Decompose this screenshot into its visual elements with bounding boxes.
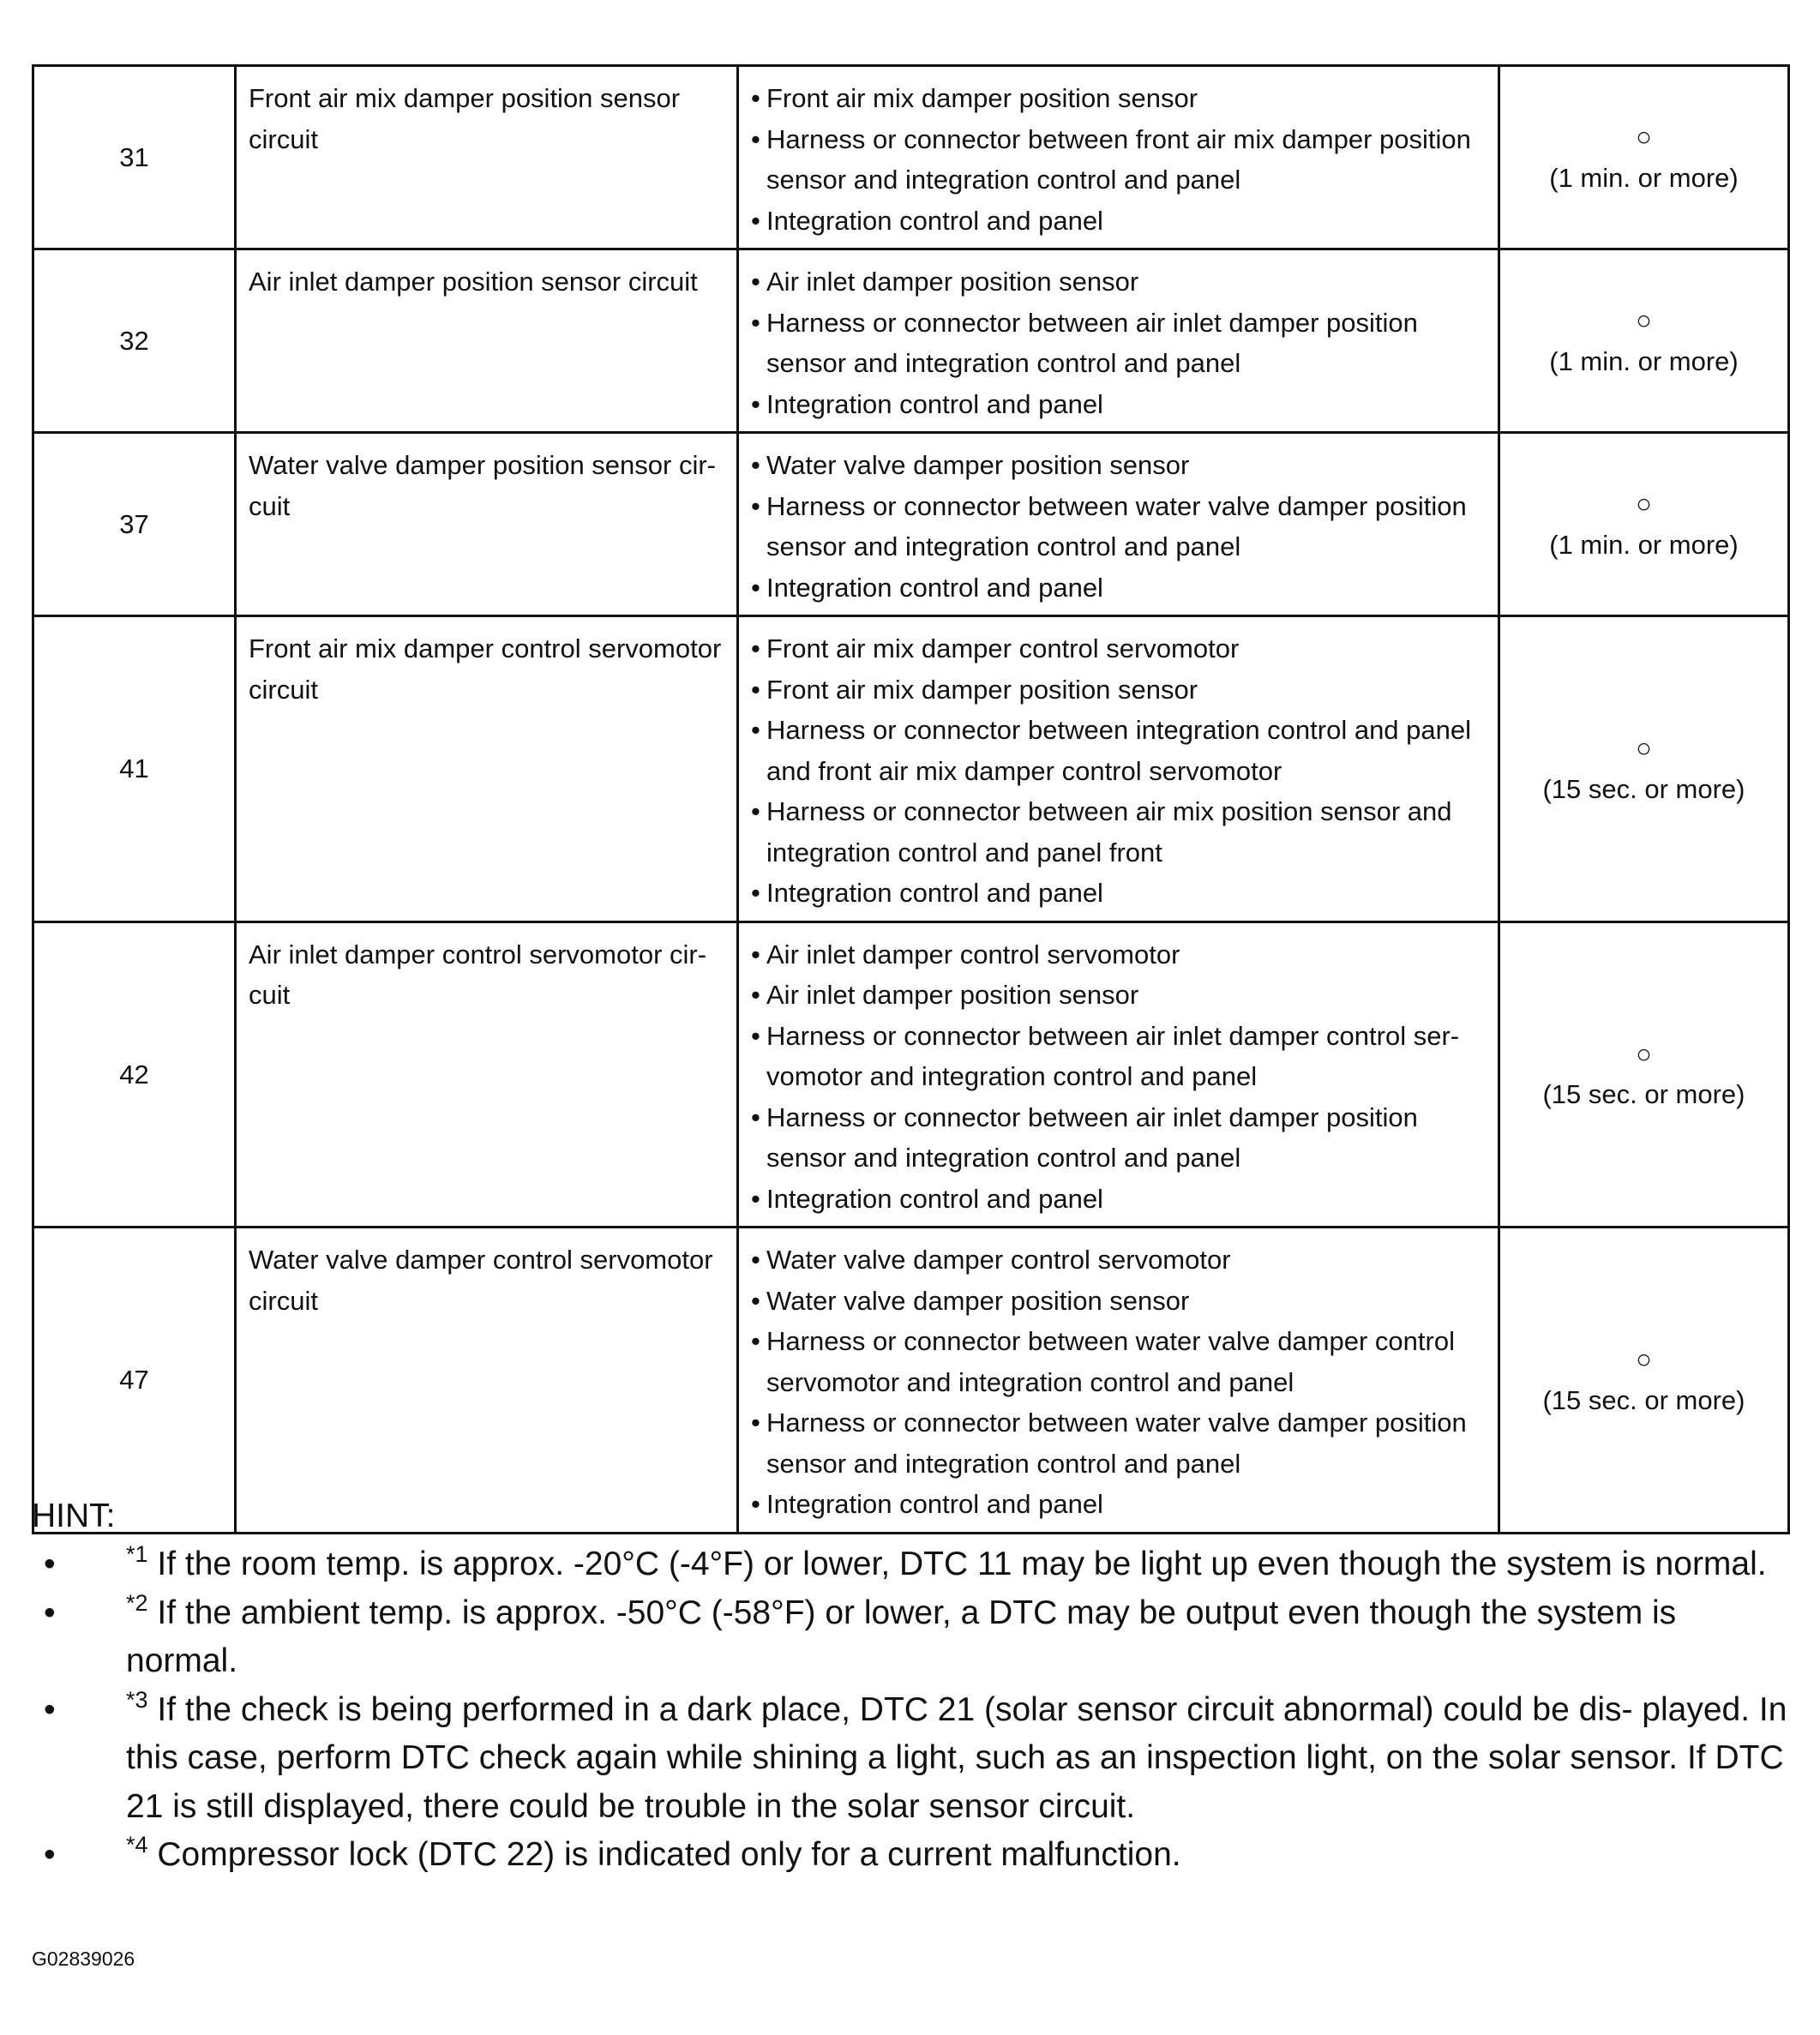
bullet-icon: • <box>751 1245 760 1275</box>
list-item <box>751 1321 1491 1402</box>
detection-item: Water valve damper control servomotor circuit <box>249 1245 713 1316</box>
table-row <box>33 1228 1789 1534</box>
hint-list <box>32 1540 1787 1880</box>
hint-text: Compressor lock (DTC 22) is indicated only for a current malfunction. <box>147 1836 1181 1873</box>
bullet-icon: • <box>751 572 760 603</box>
hint-item <box>32 1686 1787 1832</box>
list-item <box>751 303 1491 384</box>
hint-text: If the check is being performed in a dark place, DTC 21 (solar sensor circuit abnormal) could be dis- played. In this case, perform DTC check again while shining a light, such as an inspection light, on the solar sensor. If DTC 21 is still displayed, there could be trouble in the solar sensor circuit. <box>126 1690 1787 1825</box>
bullet-icon: • <box>751 1489 760 1519</box>
memory-cell <box>1499 66 1789 249</box>
trouble-area: Water valve damper control servomotor <box>766 1245 1231 1275</box>
memory-circle-icon: ○ <box>1636 733 1652 764</box>
memory-cell <box>1499 1228 1789 1534</box>
trouble-area-list <box>739 67 1498 248</box>
bullet-icon: • <box>751 1020 760 1051</box>
trouble-area-list <box>739 923 1498 1227</box>
memory-note: (15 sec. or more) <box>1542 773 1745 804</box>
figure-id: G02839026 <box>32 1948 135 1970</box>
list-item <box>751 1484 1491 1525</box>
dtc-table <box>32 64 1790 1534</box>
list-item <box>751 78 1491 119</box>
trouble-area-list <box>739 1228 1498 1532</box>
bullet-icon: • <box>751 1285 760 1316</box>
bullet-icon: • <box>44 1690 56 1728</box>
list-item <box>751 975 1491 1016</box>
bullet-icon: • <box>751 633 760 663</box>
trouble-area-list <box>739 434 1498 615</box>
table-row <box>33 66 1789 249</box>
trouble-area: Front air mix damper control servomotor <box>766 633 1240 663</box>
hint-mark: *4 <box>126 1832 148 1858</box>
bullet-icon: • <box>751 307 760 338</box>
trouble-area: Harness or connector between water valve damper position sensor and integration control and panel <box>766 490 1467 561</box>
bullet-icon: • <box>44 1594 56 1631</box>
detection-item-cell <box>236 1228 738 1534</box>
memory-circle-icon: ○ <box>1636 1344 1652 1375</box>
dtc-code: 37 <box>33 433 236 616</box>
trouble-area: Front air mix damper position sensor <box>766 674 1198 705</box>
memory-cell <box>1499 433 1789 616</box>
memory-cell <box>1499 249 1789 433</box>
trouble-area: Harness or connector between integration control and panel and front air mix damper control servomotor <box>766 715 1472 786</box>
table-row <box>33 616 1789 922</box>
memory-note: (1 min. or more) <box>1549 162 1739 193</box>
trouble-area: Air inlet damper position sensor <box>766 267 1139 297</box>
bullet-icon: • <box>751 939 760 969</box>
bullet-icon: • <box>751 388 760 419</box>
hint-item <box>32 1589 1787 1686</box>
memory-cell <box>1499 921 1789 1228</box>
bullet-icon: • <box>751 123 760 154</box>
hint-item <box>32 1831 1787 1880</box>
detection-item-cell <box>236 921 738 1228</box>
memory-note: (1 min. or more) <box>1549 529 1739 560</box>
detection-item-cell <box>236 66 738 249</box>
table-row <box>33 921 1789 1228</box>
hint-item <box>32 1540 1787 1589</box>
trouble-area: Harness or connector between water valve damper control servomotor and integration control and panel <box>766 1326 1455 1397</box>
bullet-icon: • <box>751 674 760 705</box>
bullet-icon: • <box>751 267 760 297</box>
table-row <box>33 433 1789 616</box>
list-item <box>751 119 1491 201</box>
list-item <box>751 873 1491 914</box>
hint-title: HINT: <box>32 1498 116 1534</box>
trouble-area: Harness or connector between air inlet damper control ser- vomotor and integration control and panel <box>766 1020 1460 1091</box>
detection-item-cell <box>236 433 738 616</box>
detection-item: Water valve damper position sensor cir- cuit <box>249 450 716 521</box>
list-item <box>751 1016 1491 1097</box>
list-item <box>751 791 1491 873</box>
detection-item: Front air mix damper control servomotor circuit <box>249 633 722 705</box>
dtc-table-body <box>33 66 1789 1534</box>
trouble-area: Harness or connector between air mix position sensor and integration control and panel front <box>766 796 1452 867</box>
trouble-area-list <box>739 250 1498 431</box>
list-item <box>751 1240 1491 1281</box>
hint-mark: *1 <box>126 1541 148 1567</box>
bullet-icon: • <box>751 715 760 745</box>
list-item <box>751 567 1491 609</box>
hint-text: If the ambient temp. is approx. -50°C (-58°F) or lower, a DTC may be output even though the system is normal. <box>126 1594 1677 1679</box>
trouble-area: Integration control and panel <box>766 572 1103 603</box>
trouble-area: Integration control and panel <box>766 1489 1103 1519</box>
trouble-area: Integration control and panel <box>766 1183 1103 1214</box>
trouble-area-cell <box>738 66 1499 249</box>
dtc-code: 47 <box>33 1228 236 1534</box>
bullet-icon: • <box>751 1102 760 1132</box>
trouble-area: Harness or connector between air inlet damper position sensor and integration control and panel <box>766 307 1418 378</box>
trouble-area-cell <box>738 1228 1499 1534</box>
trouble-area: Air inlet damper position sensor <box>766 980 1139 1010</box>
bullet-icon: • <box>751 980 760 1010</box>
trouble-area-cell <box>738 921 1499 1228</box>
dtc-code: 42 <box>33 921 236 1228</box>
trouble-area: Air inlet damper control servomotor <box>766 939 1180 969</box>
memory-circle-icon: ○ <box>1636 1038 1652 1069</box>
list-item <box>751 384 1491 425</box>
list-item <box>751 1281 1491 1322</box>
memory-circle-icon: ○ <box>1636 305 1652 335</box>
dtc-code: 41 <box>33 616 236 922</box>
list-item <box>751 1097 1491 1179</box>
dtc-code: 31 <box>33 66 236 249</box>
trouble-area-cell <box>738 433 1499 616</box>
trouble-area: Harness or connector between air inlet damper position sensor and integration control and panel <box>766 1102 1418 1173</box>
bullet-icon: • <box>44 1546 56 1582</box>
trouble-area-list <box>739 617 1498 921</box>
bullet-icon: • <box>751 1326 760 1356</box>
hint-mark: *2 <box>126 1589 148 1616</box>
trouble-area: Harness or connector between water valve damper position sensor and integration control and panel <box>766 1408 1467 1479</box>
dtc-code: 32 <box>33 249 236 433</box>
bullet-icon: • <box>751 205 760 236</box>
trouble-area: Integration control and panel <box>766 388 1103 419</box>
trouble-area: Integration control and panel <box>766 205 1103 236</box>
hint-text: If the room temp. is approx. -20°C (-4°F) or lower, DTC 11 may be light up even though the system is normal. <box>147 1546 1767 1582</box>
bullet-icon: • <box>751 490 760 521</box>
trouble-area: Front air mix damper position sensor <box>766 83 1198 113</box>
bullet-icon: • <box>751 1183 760 1214</box>
list-item <box>751 710 1491 791</box>
detection-item: Front air mix damper position sensor circuit <box>249 83 681 154</box>
detection-item-cell <box>236 616 738 922</box>
trouble-area-cell <box>738 249 1499 433</box>
memory-note: (15 sec. or more) <box>1542 1384 1745 1415</box>
table-row <box>33 249 1789 433</box>
list-item <box>751 669 1491 711</box>
trouble-area: Water valve damper position sensor <box>766 450 1190 480</box>
detection-item: Air inlet damper control servomotor cir- cuit <box>249 939 707 1010</box>
list-item <box>751 1402 1491 1484</box>
memory-circle-icon: ○ <box>1636 489 1652 519</box>
list-item <box>751 261 1491 303</box>
trouble-area: Harness or connector between front air mix damper position sensor and integration control and panel <box>766 123 1471 195</box>
memory-circle-icon: ○ <box>1636 122 1652 152</box>
list-item <box>751 486 1491 567</box>
memory-note: (1 min. or more) <box>1549 345 1739 376</box>
list-item <box>751 934 1491 975</box>
memory-cell <box>1499 616 1789 922</box>
memory-note: (15 sec. or more) <box>1542 1079 1745 1110</box>
bullet-icon: • <box>751 450 760 480</box>
detection-item: Air inlet damper position sensor circuit <box>249 267 698 297</box>
bullet-icon: • <box>44 1836 56 1873</box>
list-item <box>751 201 1491 242</box>
bullet-icon: • <box>751 878 760 908</box>
list-item <box>751 1179 1491 1220</box>
bullet-icon: • <box>751 796 760 826</box>
detection-item-cell <box>236 249 738 433</box>
trouble-area: Water valve damper position sensor <box>766 1285 1190 1316</box>
list-item <box>751 445 1491 486</box>
list-item <box>751 628 1491 669</box>
bullet-icon: • <box>751 83 760 113</box>
hint-mark: *3 <box>126 1686 148 1713</box>
trouble-area: Integration control and panel <box>766 878 1103 908</box>
bullet-icon: • <box>751 1408 760 1438</box>
trouble-area-cell <box>738 616 1499 922</box>
